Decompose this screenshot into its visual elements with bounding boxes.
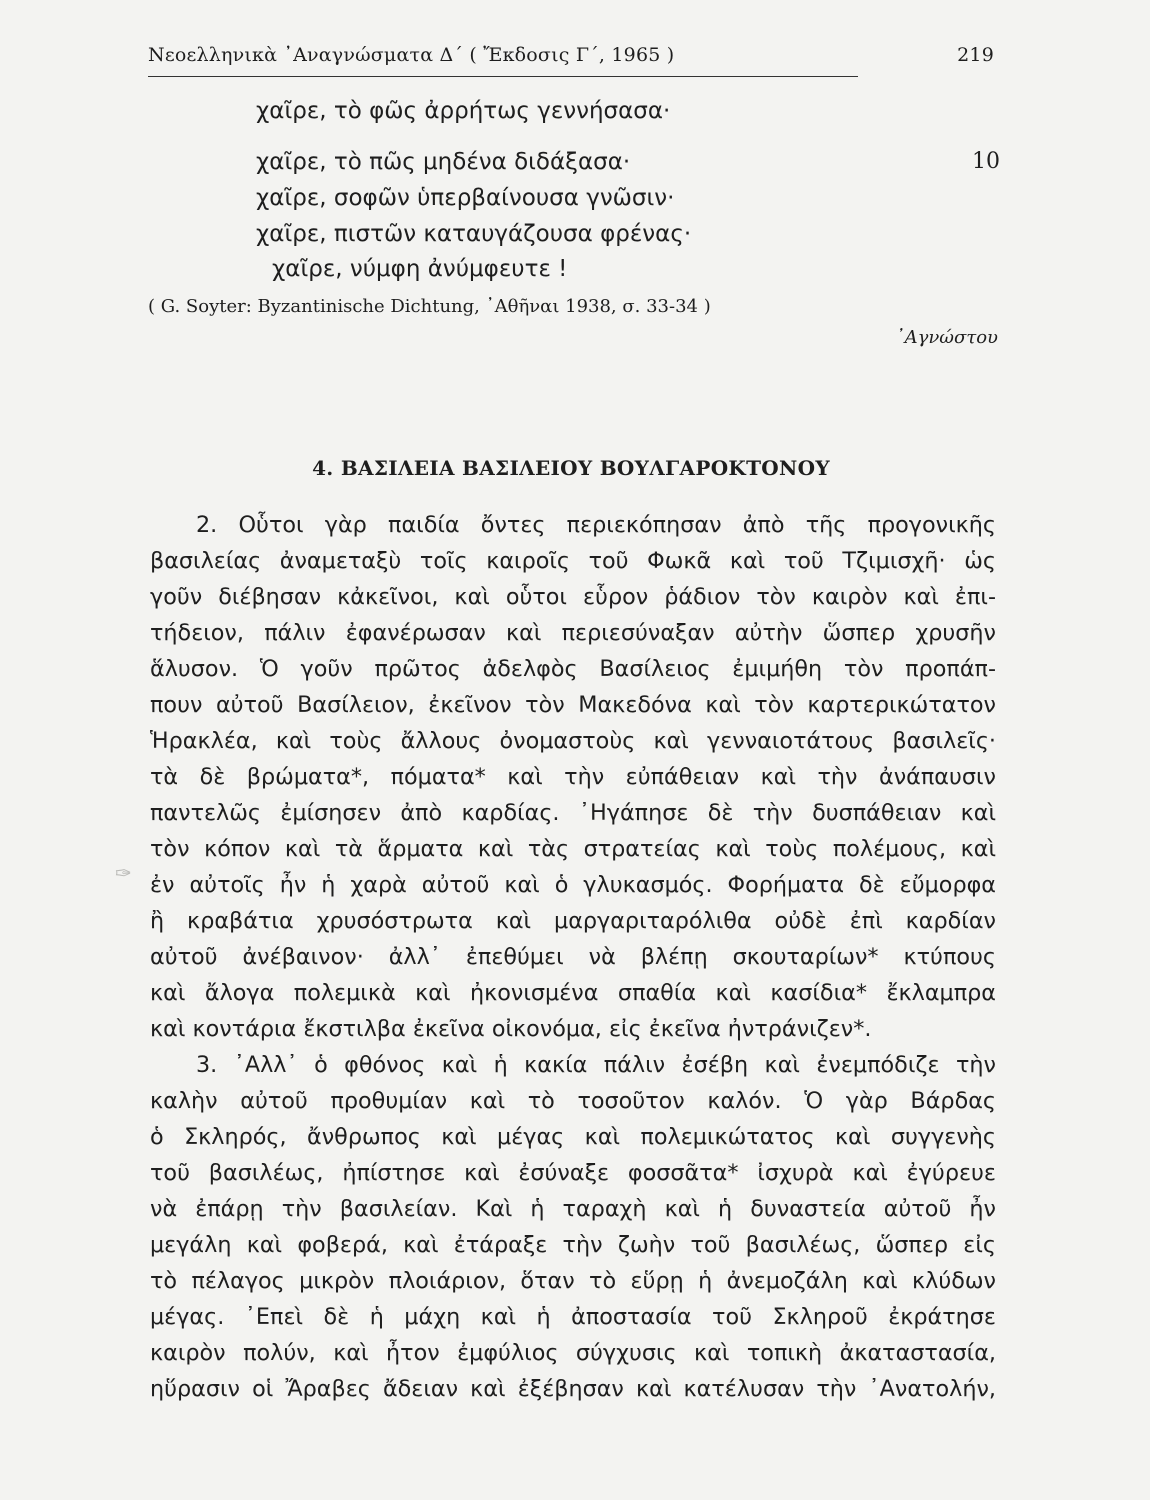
prose-line: τοῦ βασιλέως, ἠπίστησε καὶ ἐσύναξε φοσσᾶτα* ἰσχυρὰ καὶ ἐγύρευε — [150, 1160, 996, 1186]
prose-line: βασιλείας ἀναμεταξὺ τοῖς καιροῖς τοῦ Φωκᾶ καὶ τοῦ Τζιμισχῆ· ὡς — [150, 548, 996, 574]
prose-line: τήδειον, πάλιν ἐφανέρωσαν καὶ περιεσύναξαν αὐτὴν ὥσπερ χρυσῆν — [150, 620, 996, 646]
prose-line: τὰ δὲ βρώματα*, πόματα* καὶ τὴν εὐπάθειαν καὶ τὴν ἀνάπαυσιν — [150, 764, 996, 790]
prose-line: ἐν αὐτοῖς ἦν ἡ χαρὰ αὐτοῦ καὶ ὁ γλυκασμός. Φορήματα δὲ εὔμορφα — [150, 872, 996, 898]
prose-line: Ἡρακλέα, καὶ τοὺς ἄλλους ὀνομαστοὺς καὶ γενναιοτάτους βασιλεῖς· — [150, 728, 996, 754]
prose-line: μέγας. ᾿Επεὶ δὲ ἡ μάχη καὶ ἡ ἀποστασία τοῦ Σκληροῦ ἐκράτησε — [150, 1304, 996, 1330]
verse-line — [272, 254, 1012, 284]
prose-line: ὁ Σκληρός, ἄνθρωπος καὶ μέγας καὶ πολεμικώτατος καὶ συγγενὴς — [150, 1124, 996, 1150]
verse-line-text: χαῖρε, τὸ πῶς μηδένα διδάξασα· — [256, 149, 631, 175]
line-number: 10 — [972, 149, 1000, 174]
header-rule — [148, 76, 858, 77]
verse-line-text: χαῖρε, τὸ φῶς ἀρρήτως γεννήσασα· — [256, 98, 671, 124]
verse-line-text: χαῖρε, πιστῶν καταυγάζουσα φρένας· — [256, 221, 692, 247]
running-head-title: Νεοελληνικὰ ᾿Αναγνώσματα Δ΄ ( Ἔκδοσις Γ΄, 1965 ) — [148, 44, 675, 66]
verse-line — [256, 147, 1000, 177]
prose-line: καλὴν αὐτοῦ προθυμίαν καὶ τὸ τοσοῦτον καλόν. Ὁ γὰρ Βάρδας — [150, 1088, 996, 1114]
page-number: 219 — [957, 44, 994, 66]
prose-line: παντελῶς ἐμίσησεν ἀπὸ καρδίας. ᾿Ηγάπησε δὲ τὴν δυσπάθειαν καὶ — [150, 800, 996, 826]
prose-line: καὶ ἄλογα πολεμικὰ καὶ ἠκονισμένα σπαθία καὶ κασίδια* ἔκλαμπρα — [150, 980, 996, 1006]
section-heading: 4. ΒΑΣΙΛΕΙΑ ΒΑΣΙΛΕΙΟΥ ΒΟΥΛΓΑΡΟΚΤΟΝΟΥ — [312, 456, 830, 480]
prose-line: τὸ πέλαγος μικρὸν πλοιάριον, ὅταν τὸ εὕρῃ ἡ ἀνεμοζάλη καὶ κλύδων — [150, 1268, 996, 1294]
source-citation: ( G. Soyter: Byzantinische Dichtung, ᾿Αθῆναι 1938, σ. 33-34 ) — [148, 296, 711, 317]
verse-line — [256, 183, 996, 213]
verse-line-text: χαῖρε, νύμφη ἀνύμφευτε ! — [272, 256, 568, 282]
verse-line — [256, 96, 996, 126]
prose-line: ἅλυσον. Ὁ γοῦν πρῶτος ἀδελφὸς Βασίλειος ἐμιμήθη τὸν προπάπ- — [150, 656, 996, 682]
prose-line: ἢ κραβάτια χρυσόστρωτα καὶ μαργαριταρόλιθα οὐδὲ ἐπὶ καρδίαν — [150, 908, 996, 934]
margin-ornament-icon: ✑ — [115, 861, 132, 885]
prose-line: αὐτοῦ ἀνέβαινον· ἀλλ᾿ ἐπεθύμει νὰ βλέπῃ σκουταρίων* κτύπους — [150, 944, 996, 970]
verse-line-text: χαῖρε, σοφῶν ὑπερβαίνουσα γνῶσιν· — [256, 185, 675, 211]
prose-line: μεγάλη καὶ φοβερά, καὶ ἐτάραξε τὴν ζωὴν τοῦ βασιλέως, ὥσπερ εἰς — [150, 1232, 996, 1258]
prose-line: τὸν κόπον καὶ τὰ ἅρματα καὶ τὰς στρατείας καὶ τοὺς πολέμους, καὶ — [150, 836, 996, 862]
prose-line: 3. ᾿Αλλ᾿ ὁ φθόνος καὶ ἡ κακία πάλιν ἐσέβη καὶ ἐνεμπόδιζε τὴν — [196, 1052, 996, 1078]
running-head — [148, 44, 994, 72]
prose-line: νὰ ἐπάρῃ τὴν βασιλείαν. Καὶ ἡ ταραχὴ καὶ ἡ δυναστεία αὐτοῦ ἦν — [150, 1196, 996, 1222]
prose-line: καὶ κοντάρια ἔκστιλβα ἐκεῖνα οἰκονόμα, εἰς ἐκεῖνα ἠντράνιζεν*. — [150, 1016, 872, 1042]
prose-line: ηὕρασιν οἱ Ἄραβες ἄδειαν καὶ ἐξέβησαν καὶ κατέλυσαν τὴν ᾿Ανατολήν, — [150, 1376, 996, 1402]
prose-line: καιρὸν πολύν, καὶ ἦτον ἐμφύλιος σύγχυσις καὶ τοπικὴ ἀκαταστασία, — [150, 1340, 996, 1366]
author-attribution: ᾿Αγνώστου — [895, 327, 998, 348]
prose-line: πουν αὐτοῦ Βασίλειον, ἐκεῖνον τὸν Μακεδόνα καὶ τὸν καρτερικώτατον — [150, 692, 996, 718]
prose-line: γοῦν διέβησαν κἀκεῖνοι, καὶ οὗτοι εὗρον ῥάδιον τὸν καιρὸν καὶ ἐπι- — [150, 584, 996, 610]
verse-line — [256, 219, 996, 249]
prose-line: 2. Οὗτοι γὰρ παιδία ὄντες περιεκόπησαν ἀπὸ τῆς προγονικῆς — [196, 512, 996, 538]
